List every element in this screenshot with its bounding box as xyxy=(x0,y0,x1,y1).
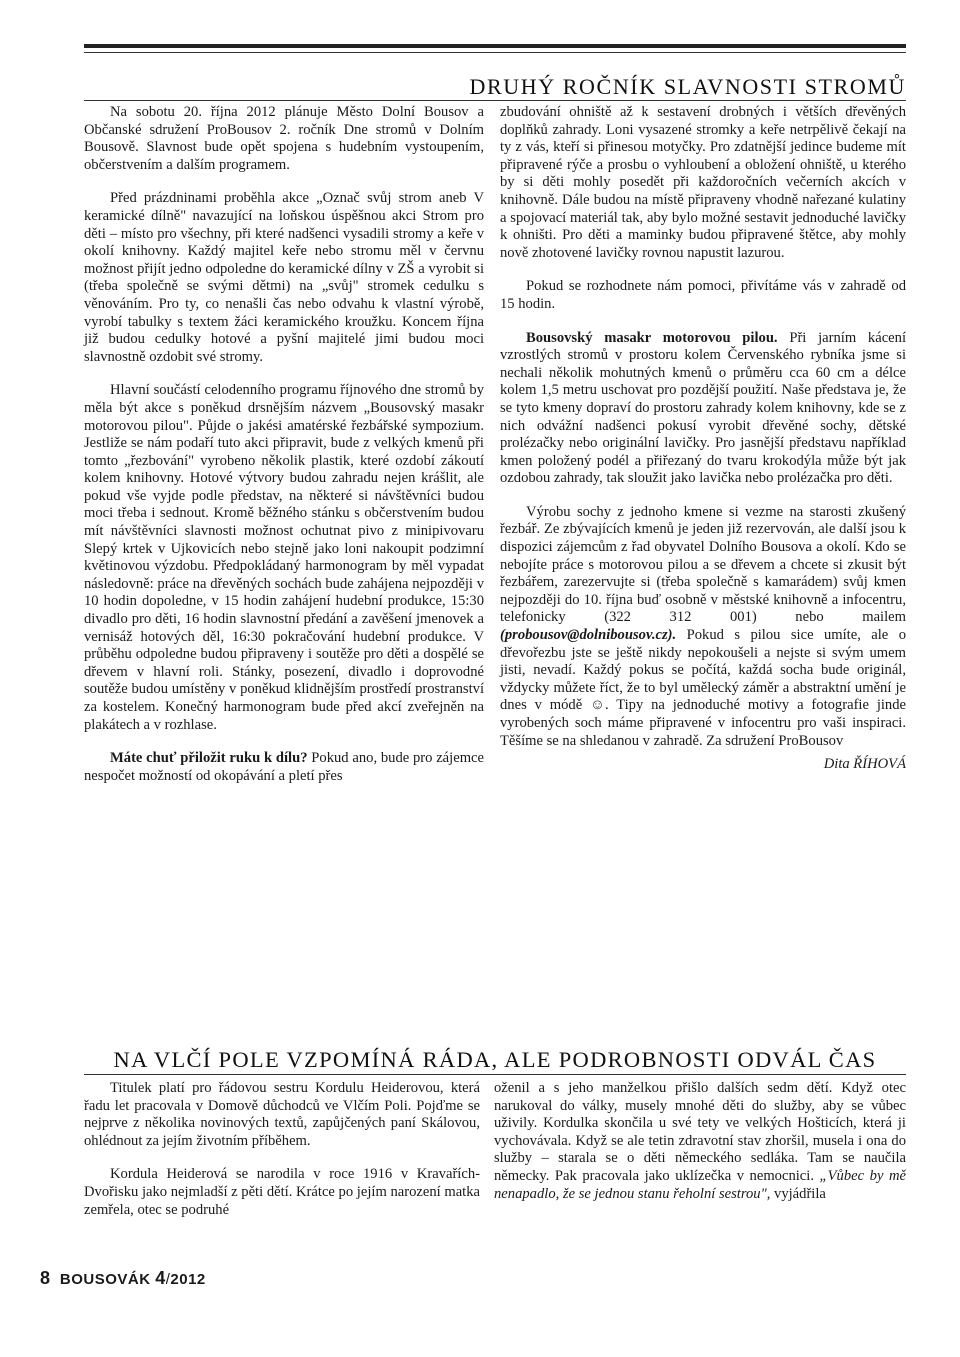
article1-paragraph: Hlavní součástí celodenního programu říjnového dne stromů by měla být akce s poněkud drsnějším názvem „Bousovský masakr motorovou pilou". Půjde o jakési amatérské řezbářské sympozium. Jestliže se nám podaří tuto akci připravit, bude z velkých kmenů při tomto „řezbování" vyrobeno několik plastik, které ozdobí zákoutí kolem knihovny. Hotové výtvory budou zahradu nejen krášlit, ale pokud vše vyjde podle představ, na některé si návštěvníci budou moci třeba i sednout. Kromě běžného stánku s občerstvením budou mít návštěvníci slavnosti možnost ochutnat pivo z minipivovaru Slepý krtek v Ujkovicích nebo stejně jako loni nakoupit podzimní květinovou výzdobu. Předpokládaný harmonogram by měl vypadat následovně: práce na dřevěných sochách bude zahájena nejpozději v 10 hodin dopoledne, v 15 hodin zahájení hudební produkce, 15:30 divadlo pro děti, 16 hodin slavnostní předání a zavěšení jmenovek a vernisáž hotových děl, 16:30 pokračování hudební produkce. V průběhu odpoledne budou připraveny i soutěže pro děti a dospělé se dřevem v hlavní roli. Stánky, posezení, divadlo i doprovodné soutěže budou umístěny v poněkud klidnějším prostředí prostranství za kostelem. Konečný harmonogram bude před akcí zveřejněn na plakátech a v rozhlase. xyxy=(84,382,484,733)
issue-year: 2012 xyxy=(170,1271,206,1288)
issue-number: 4 xyxy=(155,1268,166,1288)
article1-paragraph xyxy=(500,504,906,750)
top-rule-thick xyxy=(84,44,906,48)
page-number: 8 xyxy=(40,1268,51,1288)
page-footer xyxy=(40,1268,206,1289)
article-title-tree-festival: DRUHÝ ROČNÍK SLAVNOSTI STROMŮ xyxy=(469,74,906,99)
top-rule-thin xyxy=(84,52,906,53)
paragraph-text: Pokud ano, bude pro zájemce nespočet možností od okopávání a pletí přes xyxy=(84,750,484,784)
article2-paragraph xyxy=(494,1080,906,1203)
article2-column-left xyxy=(84,1080,480,1235)
article1-column-right xyxy=(500,104,906,790)
bold-lead: Bousovský masakr motorovou pilou. xyxy=(526,329,778,346)
article2-paragraph: Titulek platí pro řádovou sestru Kordulu Heiderovou, která řadu let pracovala v Domově důchodců ve Vlčím Poli. Pojďme se nejprve z několika novinových textů, zapůjčených paní Skálovou, ohlédnout za jejím životním příběhem. xyxy=(84,1080,480,1149)
issue-separator: / xyxy=(165,1271,171,1288)
article1-paragraph xyxy=(84,750,484,785)
email-address: (probousov@dolnibousov.cz). xyxy=(500,627,677,644)
paragraph-text: vyjádřila xyxy=(770,1185,826,1202)
magazine-name: BOUSOVÁK xyxy=(59,1271,151,1288)
paragraph-text: oženil a s jeho manželkou přišlo dalších sedm dětí. Když otec narukoval do války, musely mnohé děti do služby, aby se vůbec uživily. Kordulka skončila u své tety ve velkých Hošticích, která ji vychovávala. Když se ale tetin zdravotní stav zhoršil, musela i ona do služby – starala se o děti německého sedláka. Tam se naučila německy. Pak pracovala jako uklízečka v nemocnici. xyxy=(494,1080,906,1184)
article1-paragraph: Pokud se rozhodnete nám pomoci, přivítáme vás v zahradě od 15 hodin. xyxy=(500,278,906,312)
quote-italic: „Vůbec by mě nenapadlo, že se jednou stanu řeholní sestrou", xyxy=(494,1167,906,1202)
article1-column-left xyxy=(84,104,484,801)
article-title-vlci-pole: NA VLČÍ POLE VZPOMÍNÁ RÁDA, ALE PODROBNOSTI ODVÁL ČAS xyxy=(113,1047,877,1072)
title-underline xyxy=(84,1074,906,1075)
article1-paragraph: Na sobotu 20. října 2012 plánuje Město Dolní Bousov a Občanské sdružení ProBousov 2. ročník Dne stromů v Dolním Bousově. Slavnost bude opět spojena s hudebním vystoupením, občerstvením a dalším programem. xyxy=(84,104,484,173)
title-underline xyxy=(84,100,906,101)
author-signature: Dita ŘÍHOVÁ xyxy=(823,756,906,773)
bold-lead: Máte chuť přiložit ruku k dílu? xyxy=(110,750,308,767)
article2-paragraph: Kordula Heiderová se narodila v roce 1916 v Kravařích-Dvořisku jako nejmladší z pěti dětí. Krátce po jejím narození matka zemřela, otec se podruhé xyxy=(84,1166,480,1218)
paragraph-text: Výrobu sochy z jednoho kmene si vezme na starosti zkušený řezbář. Ze zbývajících kmenů je jeden již rezervován, ale další jsou k dispozici zájemcům z řad obyvatel Dolního Bousova a okolí. Kdo se nebojíte práce s motorovou pilou a se dřevem a chcete si zkusit být řezbářem, zarezervujte si (třeba společně s kamarádem) svůj kmen nejpozději do 10. října buď osobně v městské knihovně a infocentru, telefonicky (322 312 001) nebo mailem xyxy=(500,503,906,626)
article2-column-right xyxy=(494,1080,906,1219)
article1-paragraph: Před prázdninami proběhla akce „Označ svůj strom aneb V keramické dílně" navazující na loňskou úspěšnou akci Strom pro děti – místo pro všechny, při které nadšenci vysadili stromy a keře v okolí knihovny. Každý majitel keře nebo stromu měl v červnu možnost přijít jedno odpoledne do keramické dílny v ZŠ a vyrobit si (třeba společně se svými dětmi) na „svůj" stromek cedulku s věnováním. Pro ty, co nenašli čas nebo odvahu k vlastní výrobě, vyrobí tabulky s textem žáci keramického kroužku. Koncem října již budou cedulky hotové a pyšní majitelé jimi budou moci slavnostně ozdobit své stromy. xyxy=(84,190,484,365)
paragraph-text: Při jarním kácení vzrostlých stromů v prostoru kolem Červenského rybníka jsme si nechali několik mohutných kmenů o průměru cca 60 cm a délce kolem 1,5 metru uschovat pro pozdější použití. Naše představa je, že se tyto kmeny dopraví do prostoru zahrady kolem knihovny, kde se z nich odvážní nadšenci pokusí vyrobit dřevěné sochy, dětské prolézačky nebo originální lavičky. Pro jasnější představu například kmen položený podél a přiřezaný do tvaru krokodýla může být jak ozdobou zahrady, tak sloužit jako lavička nebo prolézačka pro děti. xyxy=(500,329,906,487)
paragraph-text: Pokud s pilou sice umíte, ale o dřevořezbu jste se ještě nikdy nepokoušeli a nejste si svým umem jisti, nevadí. Každý pokus se počítá, každá socha bude originál, vždycky můžete říct, že to byl umělecký záměr a abstraktní umění je dnes v módě ☺. Tipy na jednoduché motivy a fotografie jinde vyrobených soch máme připravené v infocentru pro vaši inspiraci. Těšíme se na shledanou v zahradě. Za sdružení ProBousov xyxy=(500,627,906,749)
article1-paragraph xyxy=(500,330,906,488)
article1-paragraph: zbudování ohniště až k sestavení drobných i větších dřevěných doplňků zahrady. Loni vysazené stromky a keře netrpělivě čekají na ty z vás, kteří si přinesou motyčky. Pro zdatnější jedince budeme mít připravené rýče a prosbu o vyhloubení a obložení ohniště, u kterého by si děti mohly posedět při každoročních večerních akcích v knihovně. Dále budou na místě připraveny vhodně nařezané kulatiny a spojovací materiál tak, aby bylo možné sestavit jednoduché lavičky k ohništi. Pro děti a maminky budou připravené štětce, aby mohly nově zhotovené lavičky rovnou napustit lazurou. xyxy=(500,104,906,261)
